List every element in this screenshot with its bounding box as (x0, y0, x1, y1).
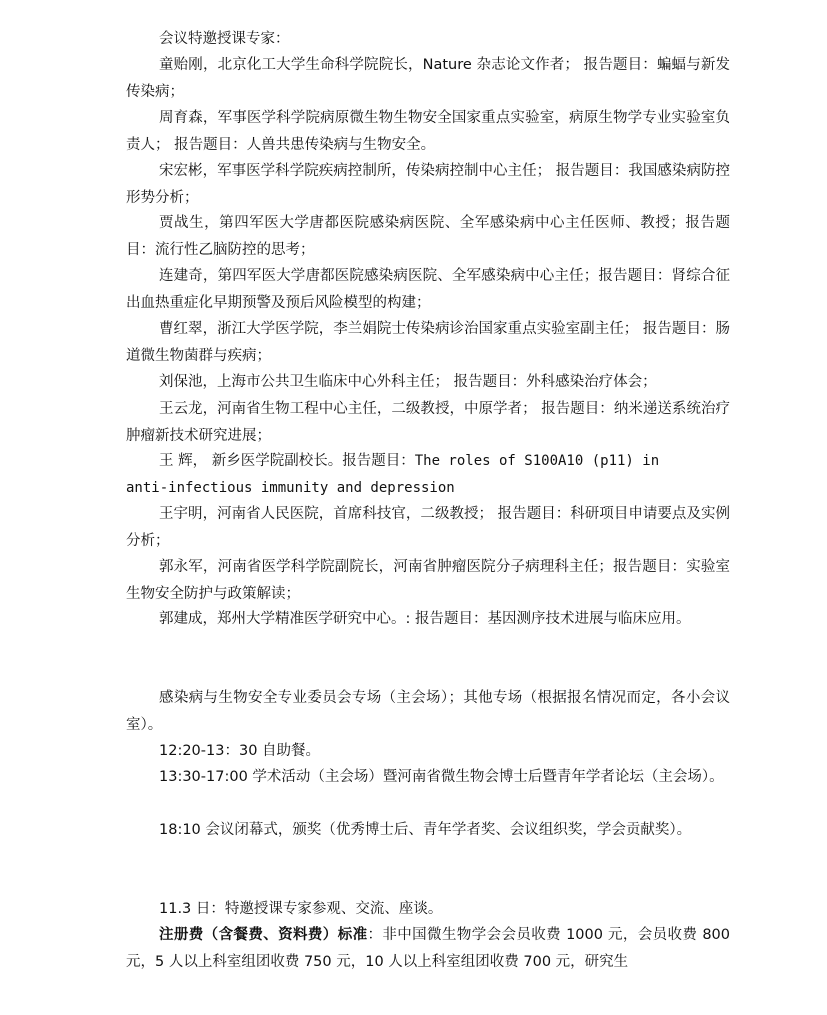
expert-paragraph: 郭永军，河南省医学科学院副院长，河南省肿瘤医院分子病理科主任；报告题目：实验室生物安全防护与政策解读； (126, 559, 730, 602)
expert-paragraph: 贾战生，第四军医大学唐都医院感染病医院、全军感染病中心主任医师、教授；报告题目：流行性乙脑防控的思考； (126, 215, 730, 258)
day3-paragraph: 11.3 日：特邀授课专家参观、交流、座谈。 (159, 901, 443, 917)
invited-experts-heading: 会议特邀授课专家： (159, 31, 290, 47)
talk-title-english-line2: anti-infectious immunity and depression (126, 479, 455, 496)
expert-paragraph: 曹红翠，浙江大学医学院，李兰娟院士传染病诊治国家重点实验室副主任； 报告题目：肠道微生物菌群与疾病； (126, 321, 730, 364)
session-paragraph: 12:20-13：30 自助餐。 (159, 743, 321, 759)
expert-paragraph: 刘保池，上海市公共卫生临床中心外科主任； 报告题目：外科感染治疗体会； (159, 374, 657, 390)
session-paragraph: 13:30-17:00 学术活动（主会场）暨河南省微生物会博士后暨青年学者论坛（主会场）。 (159, 769, 724, 785)
expert-wang-hui-prefix: 王 辉， 新乡医学院副校长。报告题目： (159, 453, 415, 469)
session-paragraph: 18:10 会议闭幕式，颁奖（优秀博士后、青年学者奖、会议组织奖，学会贡献奖）。 (159, 822, 692, 838)
expert-paragraph: 连建奇，第四军医大学唐都医院感染病医院、全军感染病中心主任；报告题目：肾综合征出血热重症化早期预警及预后风险模型的构建； (126, 268, 730, 311)
expert-paragraph: 郭建成，郑州大学精准医学研究中心。: 报告题目：基因测序技术进展与临床应用。 (159, 611, 691, 627)
registration-fee-text: ：非中国微生物学会会员收费 1000 元，会员收费 800 元，5 人以上科室组团收费 750 元，10 人以上科室组团收费 700 元，研究生 (126, 927, 731, 970)
expert-paragraph-wang-hui (126, 448, 730, 501)
expert-paragraph: 周育森，军事医学科学院病原微生物生物安全国家重点实验室，病原生物学专业实验室负责人； 报告题目：人兽共患传染病与生物安全。 (126, 110, 730, 153)
expert-paragraph: 王宇明，河南省人民医院，首席科技官，二级教授； 报告题目：科研项目申请要点及实例分析； (126, 506, 730, 549)
session-paragraph: 感染病与生物安全专业委员会专场（主会场）；其他专场（根据报名情况而定，各小会议室）。 (126, 690, 730, 733)
registration-fee-label: 注册费（含餐费、资料费）标准 (159, 927, 368, 943)
talk-title-english-line1: The roles of S100A10 (p11) in (414, 453, 660, 469)
registration-fee-paragraph (126, 922, 730, 975)
expert-paragraph: 宋宏彬，军事医学科学院疾病控制所，传染病控制中心主任； 报告题目：我国感染病防控形势分析； (126, 163, 730, 206)
expert-paragraph: 王云龙，河南省生物工程中心主任，二级教授，中原学者； 报告题目：纳米递送系统治疗肿瘤新技术研究进展； (126, 401, 730, 444)
expert-paragraph: 童贻刚，北京化工大学生命科学院院长，Nature 杂志论文作者； 报告题目：蝙蝠与新发传染病； (126, 57, 730, 100)
